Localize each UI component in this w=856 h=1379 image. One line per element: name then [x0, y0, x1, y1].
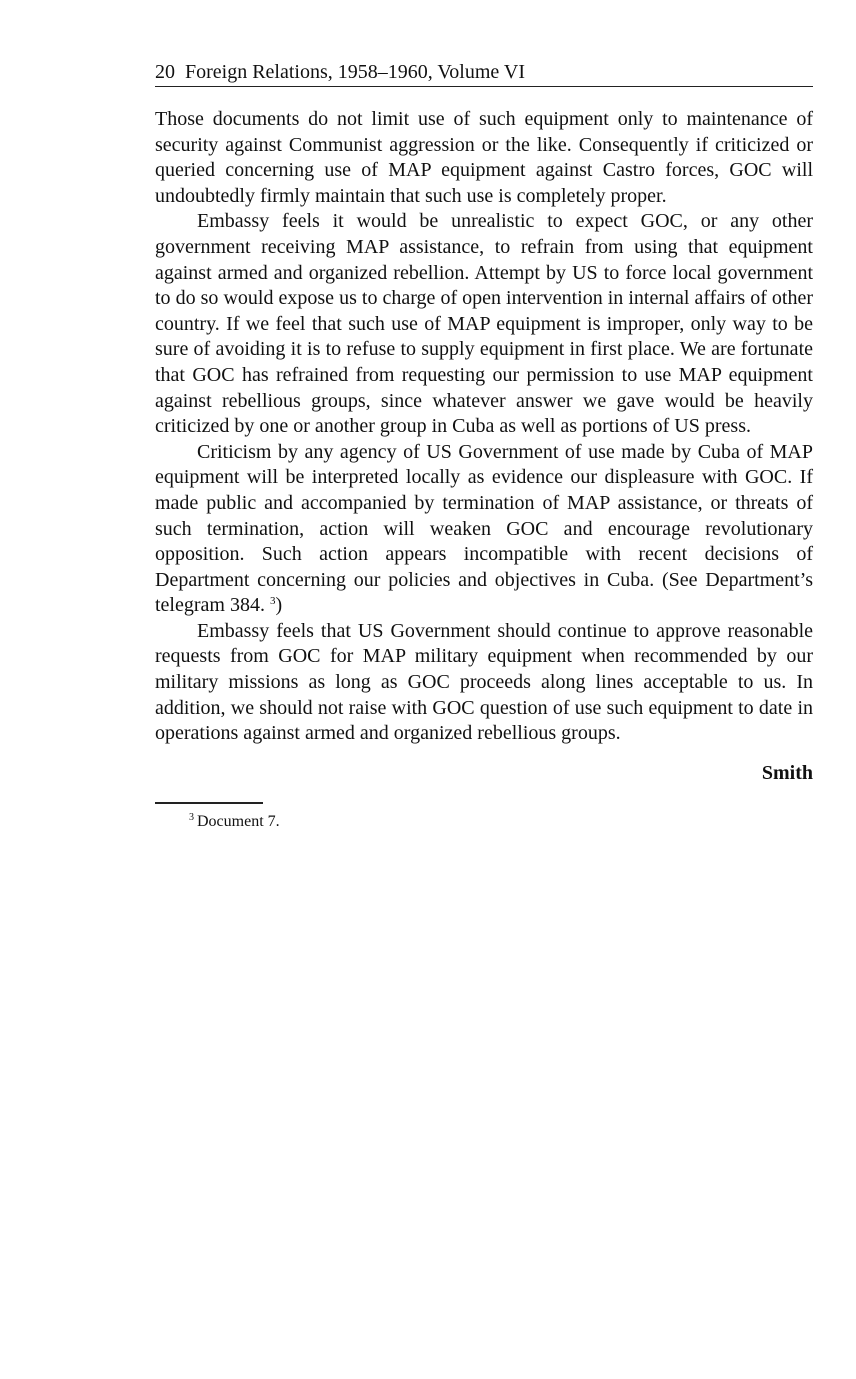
paragraph-3-text: Criticism by any agency of US Government of use made by Cuba of MAP equipment will be interpreted locally as evidence our displeasure with GOC. If made public and accompanied by termination of MAP assistance, or threats of such termination, action will weaken GOC and encourage revolutionary opposition. Such action appears incompatible with recent decisions of Department concerning our policies and objectives in Cuba. (See Department’s telegram 384. [155, 440, 813, 617]
document-page [155, 60, 813, 832]
running-head [155, 60, 813, 87]
signature: Smith [761, 761, 813, 784]
paragraph-4: Embassy feels that US Government should continue to approve reasonable requests from GOC for MAP military equipment when recommended by our military missions as long as GOC proceeds along lines acceptable to us. In addition, we should not raise with GOC question of use such equipment to date in operations against armed and organized rebellious groups. [155, 619, 813, 745]
footnote-text: Document 7. [197, 812, 280, 830]
paragraph-2: Embassy feels it would be unrealistic to expect GOC, or any other government receiving MAP assistance, to refrain from using that equipment against armed and organized rebellion. Attempt by US to force local government to do so would expose us to charge of open intervention in internal affairs of other country. If we feel that such use of MAP equipment is improper, only way to be sure of avoiding it is to refuse to supply equipment in first place. We are fortunate that GOC has refrained from requesting our permission to use MAP equipment against rebellious groups, since whatever answer we gave would be heavily criticized by one or another group in Cuba as well as portions of US press. [155, 210, 813, 438]
paragraph-1: Those documents do not limit use of such equipment only to maintenance of security against Communist aggression or the like. Consequently if criticized or queried concerning use of MAP equipment against Castro forces, GOC will undoubtedly firmly maintain that such use is completely proper. [155, 108, 813, 207]
running-title: Foreign Relations, 1958–1960, Volume VI [185, 61, 525, 83]
footnote-marker: 3 [189, 811, 194, 823]
paragraph-3-close: ) [275, 594, 283, 617]
body-text [155, 107, 813, 747]
paragraph-3 [155, 440, 813, 619]
footnote-reference: 3 [269, 595, 276, 608]
footnote [189, 812, 813, 832]
page-number: 20 [155, 61, 175, 83]
footnote-divider [155, 802, 263, 804]
